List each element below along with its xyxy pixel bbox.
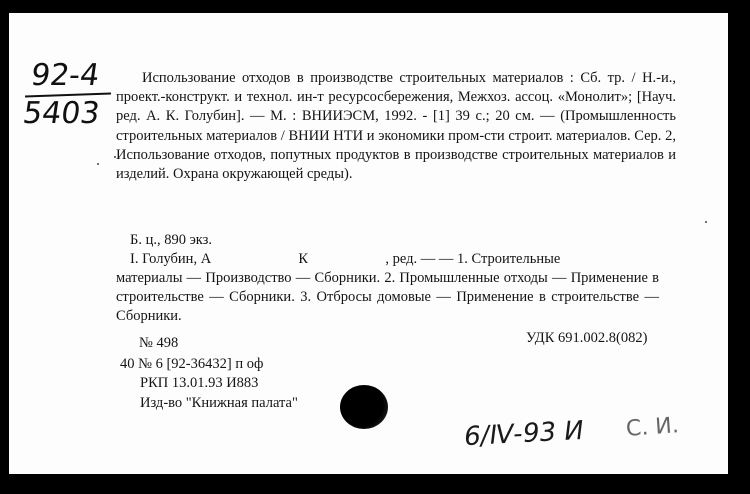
ink-blot <box>340 385 388 429</box>
shelf-mark-top: 92-4 <box>28 58 102 93</box>
speckle <box>114 156 116 158</box>
handwritten-initials: С. И. <box>625 413 680 442</box>
speckle <box>705 221 707 223</box>
copies-line: Б. ц., 890 экз. <box>130 232 213 248</box>
catalog-card <box>9 13 728 474</box>
tracing-line-1 <box>130 250 560 269</box>
publisher-line: Изд-во "Книжная палата" <box>140 395 298 411</box>
shelf-mark <box>21 60 117 130</box>
handwritten-date: 6/Ⅳ-93 И <box>462 415 586 453</box>
udc-code: УДК 691.002.8(082) <box>526 330 648 346</box>
tracing-editor-name: I. Голубин, А <box>130 251 212 267</box>
shelf-mark-bottom: 5403 <box>20 96 102 131</box>
rkp-line: РКП 13.01.93 И883 <box>140 375 259 391</box>
order-line: 40 № 6 [92-36432] п оф <box>120 356 264 372</box>
speckle <box>97 163 99 165</box>
bibliographic-description: Использование отходов в производстве строительных материалов : Сб. тр. / Н.-и., проект.-конструкт. и технол. ин-т ресурсосбережения, Межхоз. ассоц. «Монолит»; [Науч. ред. А. К. Голубин]. — М. : ВНИИЭСМ, 1992. - [1] 39 с.; 20 см. — (Промышленность строительных материалов / ВНИИ НТИ и экономики пром-сти строит. материалов. Сер. 2, Использование отходов, попутных продуктов в производстве строительных материалов и изделий. Охрана окружающей среды). <box>116 70 676 183</box>
tracing-subjects: материалы — Производство — Сборники. 2. Промышленные отходы — Применение в строительстве — Сборники. 3. Отбросы домовые — Применение в строительстве — Сборники. <box>116 270 659 325</box>
tracing-subjects-start: , ред. — — 1. Строительные <box>385 251 561 267</box>
tracing-editor-initial: К <box>298 251 309 267</box>
record-number: № 498 <box>139 335 179 351</box>
